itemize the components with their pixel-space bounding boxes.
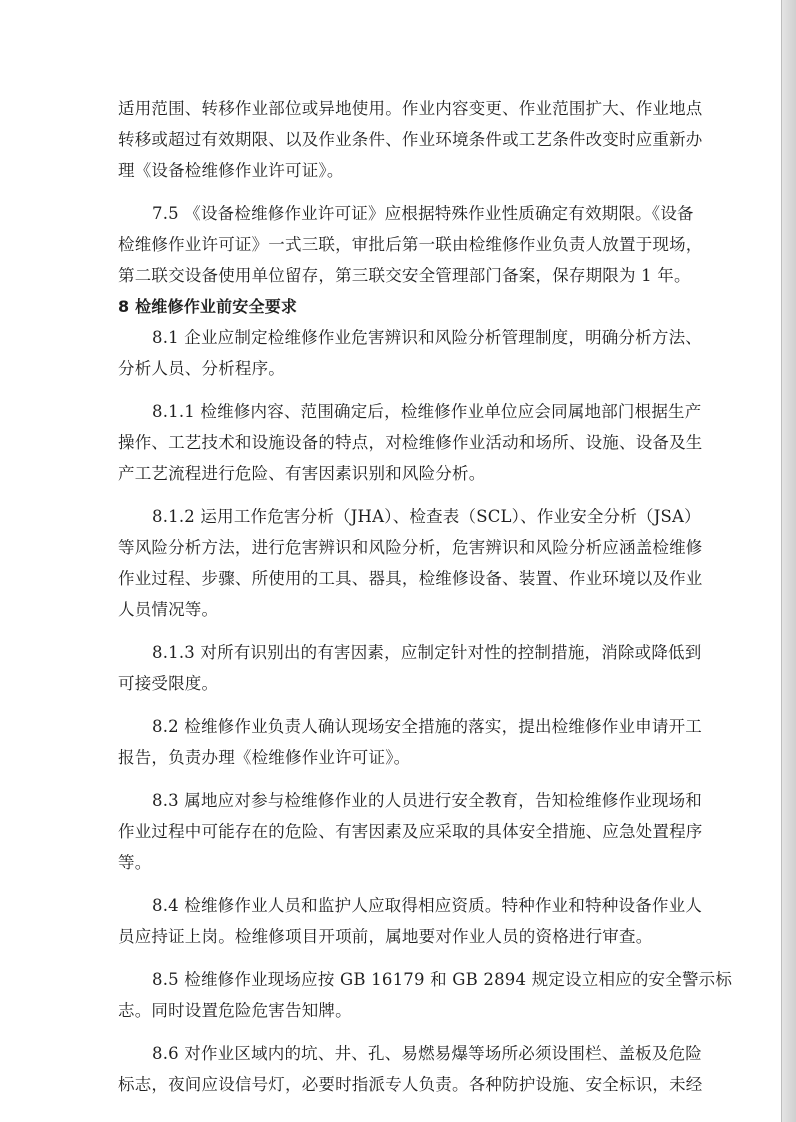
text-line: 报告，负责办理《检维修作业许可证》。 <box>118 748 411 767</box>
paragraph-7-5 <box>118 198 703 291</box>
text-line: 产工艺流程进行危险、有害因素识别和风险分析。 <box>118 464 486 483</box>
text-line: 8.6 对作业区域内的坑、井、孔、易燃易爆等场所必须设围栏、盖板及危险 <box>152 1044 702 1063</box>
text-line: 7.5 《设备检维修作业许可证》应根据特殊作业性质确定有效期限。《设备 <box>152 204 694 223</box>
paragraph-8-3 <box>118 785 703 878</box>
text-line: 第二联交设备使用单位留存，第三联交安全管理部门备案，保存期限为 1 年。 <box>118 266 691 285</box>
text-line: 可接受限度。 <box>118 674 219 693</box>
text-line: 转移或超过有效期限、以及作业条件、作业环境条件或工艺条件改变时应重新办 <box>118 130 703 149</box>
page-edge-shadow <box>781 0 796 1122</box>
text-line: 操作、工艺技术和设施设备的特点，对检维修作业活动和场所、设施、设备及生 <box>118 433 703 452</box>
text-line: 8.2 检维修作业负责人确认现场安全措施的落实，提出检维修作业申请开工 <box>152 717 702 736</box>
paragraph-8-1 <box>118 322 702 384</box>
text-line: 理《设备检维修作业许可证》。 <box>118 161 344 180</box>
paragraph-7-4-continuation <box>118 93 703 186</box>
paragraph-8-2 <box>118 711 702 773</box>
text-line: 8.1.2 运用工作危害分析（JHA）、检查表（SCL）、作业安全分析（JSA） <box>152 507 701 526</box>
text-line: 8.5 检维修作业现场应按 GB 16179 和 GB 2894 规定设立相应的安全警示标 <box>152 970 733 989</box>
text-line: 8.3 属地应对参与检维修作业的人员进行安全教育，告知检维修作业现场和 <box>152 791 702 810</box>
text-line: 志。同时设置危险危害告知牌。 <box>118 1001 352 1020</box>
text-line: 人员情况等。 <box>118 600 219 619</box>
text-line: 检维修作业许可证》一式三联，审批后第一联由检维修作业负责人放置于现场， <box>118 235 703 254</box>
text-line: 8.1.1 检维修内容、范围确定后，检维修作业单位应会同属地部门根据生产 <box>152 402 702 421</box>
text-line: 8.4 检维修作业人员和监护人应取得相应资质。特种作业和特种设备作业人 <box>152 896 702 915</box>
text-line: 作业过程中可能存在的危险、有害因素及应采取的具体安全措施、应急处置程序 <box>118 822 703 841</box>
section-heading-8: 8 检维修作业前安全要求 <box>118 297 298 316</box>
paragraph-8-4 <box>118 890 702 952</box>
text-line: 分析人员、分析程序。 <box>118 359 285 378</box>
paragraph-8-1-1 <box>118 396 703 489</box>
document-body <box>118 93 733 1100</box>
text-line: 标志，夜间应设信号灯，必要时指派专人负责。各种防护设施、安全标识，未经 <box>118 1075 703 1094</box>
paragraph-8-5 <box>118 964 733 1026</box>
paragraph-8-6 <box>118 1038 703 1100</box>
text-line: 员应持证上岗。检维修项目开项前，属地要对作业人员的资格进行审查。 <box>118 927 653 946</box>
text-line: 8.1.3 对所有识别出的有害因素，应制定针对性的控制措施，消除或降低到 <box>152 643 702 662</box>
text-line: 作业过程、步骤、所使用的工具、器具，检维修设备、装置、作业环境以及作业 <box>118 569 703 588</box>
paragraph-8-1-3 <box>118 637 702 699</box>
text-line: 等。 <box>118 853 152 872</box>
text-line: 8.1 企业应制定检维修作业危害辨识和风险分析管理制度，明确分析方法、 <box>152 328 702 347</box>
text-line: 适用范围、转移作业部位或异地使用。作业内容变更、作业范围扩大、作业地点 <box>118 99 703 118</box>
text-line: 等风险分析方法，进行危害辨识和风险分析，危害辨识和风险分析应涵盖检维修 <box>118 538 703 557</box>
paragraph-8-1-2 <box>118 501 703 625</box>
